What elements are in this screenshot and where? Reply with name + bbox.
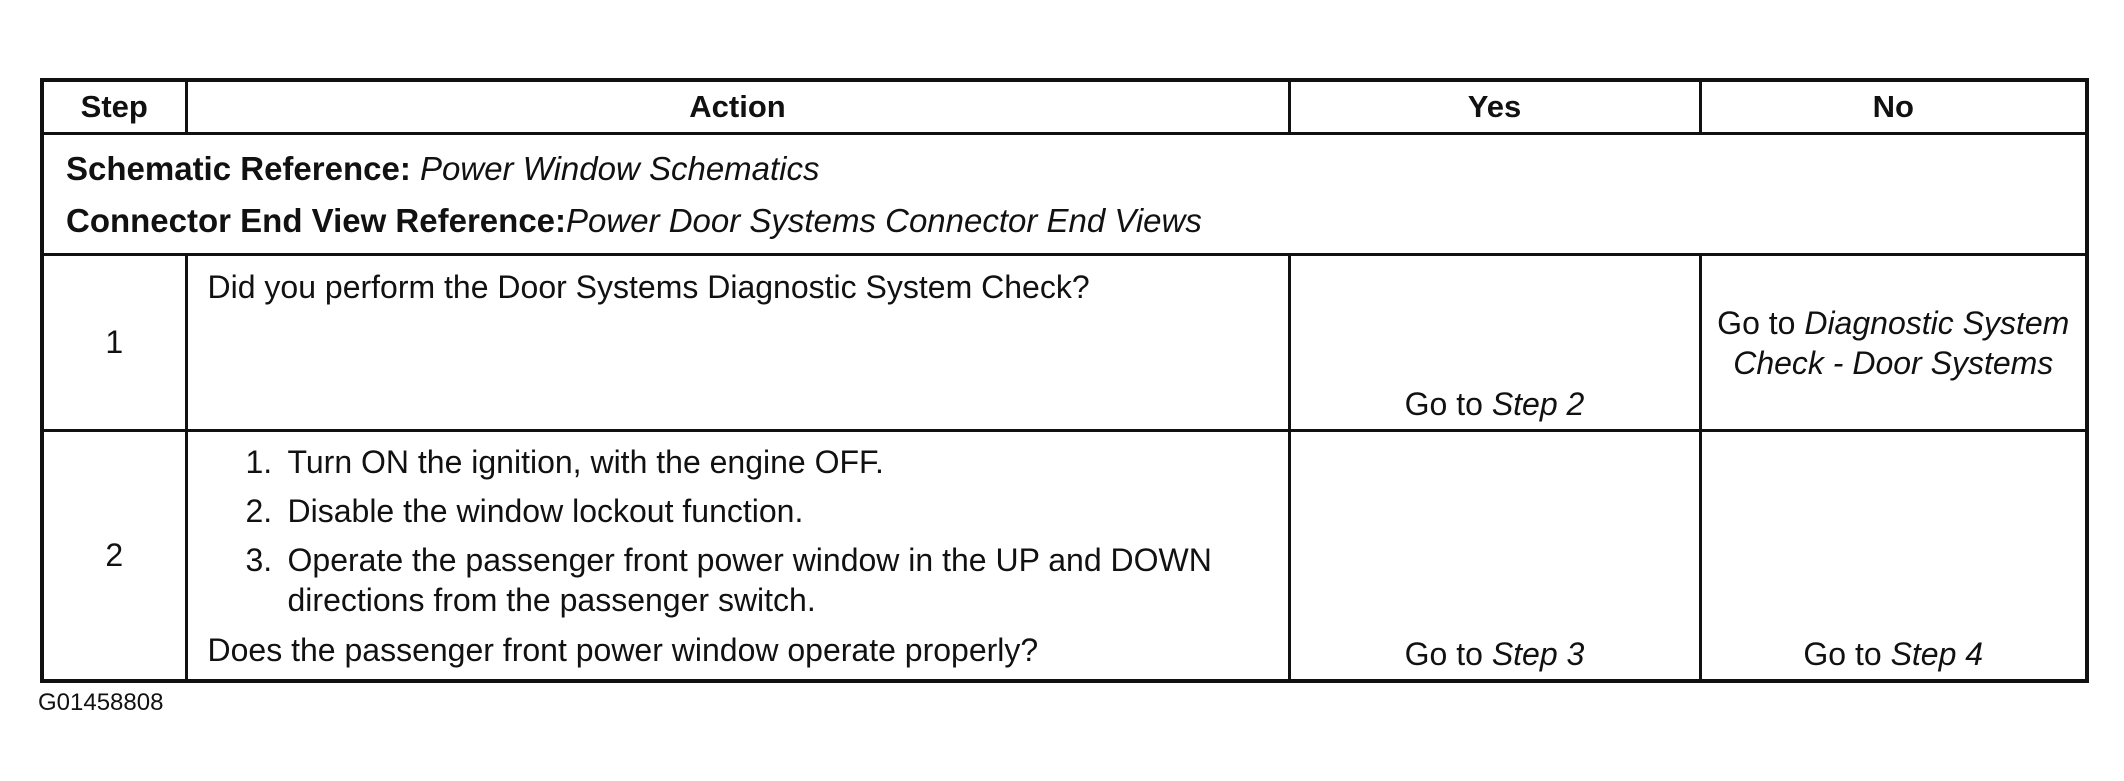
yes-step-link[interactable]: Step 2 (1491, 386, 1585, 422)
action-cell (186, 255, 1289, 431)
action-question: Does the passenger front power window operate properly? (207, 632, 1039, 668)
table-row (42, 255, 2087, 431)
no-cell (1700, 431, 2087, 682)
header-action: Action (186, 80, 1289, 134)
instruction-number: 2. (245, 493, 273, 529)
instruction-item (246, 442, 1272, 482)
schematic-reference-link[interactable]: Power Window Schematics (420, 150, 820, 187)
figure-id: G01458808 (38, 689, 164, 716)
instruction-list (208, 442, 1272, 620)
instruction-item (246, 491, 1272, 531)
instruction-item (246, 540, 1272, 620)
no-prefix: Go to (1717, 304, 1805, 341)
instruction-text: Turn ON the ignition, with the engine OFF. (287, 444, 884, 480)
instruction-number: 1. (245, 444, 273, 480)
reference-row (42, 134, 2087, 255)
table-row (42, 431, 2087, 682)
yes-step-link[interactable]: Step 3 (1491, 636, 1585, 672)
schematic-reference-label: Schematic Reference: (66, 150, 411, 187)
instruction-text: Operate the passenger front power window in the UP and DOWN directions from the passenger switch. (287, 542, 1212, 618)
yes-cell (1289, 255, 1700, 431)
header-step: Step (42, 80, 186, 134)
connector-reference (66, 195, 2085, 247)
no-step-link[interactable]: Step 4 (1890, 636, 1984, 672)
instruction-text: Disable the window lockout function. (287, 493, 804, 529)
reference-cell (42, 134, 2087, 255)
step-number: 2 (42, 431, 186, 682)
schematic-reference (66, 143, 2085, 195)
yes-prefix: Go to (1404, 636, 1492, 672)
yes-cell (1289, 431, 1700, 682)
no-prefix: Go to (1803, 636, 1891, 672)
step-number: 1 (42, 255, 186, 431)
header-yes: Yes (1289, 80, 1700, 134)
no-cell (1700, 255, 2087, 431)
yes-prefix: Go to (1404, 386, 1492, 422)
connector-reference-link[interactable]: Power Door Systems Connector End Views (566, 202, 1202, 239)
action-cell (186, 431, 1289, 682)
instruction-number: 3. (245, 542, 273, 578)
header-no: No (1700, 80, 2087, 134)
diagnostic-table (40, 78, 2089, 683)
header-row (42, 80, 2087, 134)
connector-reference-label: Connector End View Reference: (66, 202, 567, 239)
action-question: Did you perform the Door Systems Diagnostic System Check? (207, 269, 1090, 305)
no-diagnostic-link[interactable]: Diagnostic System Check - Door Systems (1733, 304, 2070, 381)
